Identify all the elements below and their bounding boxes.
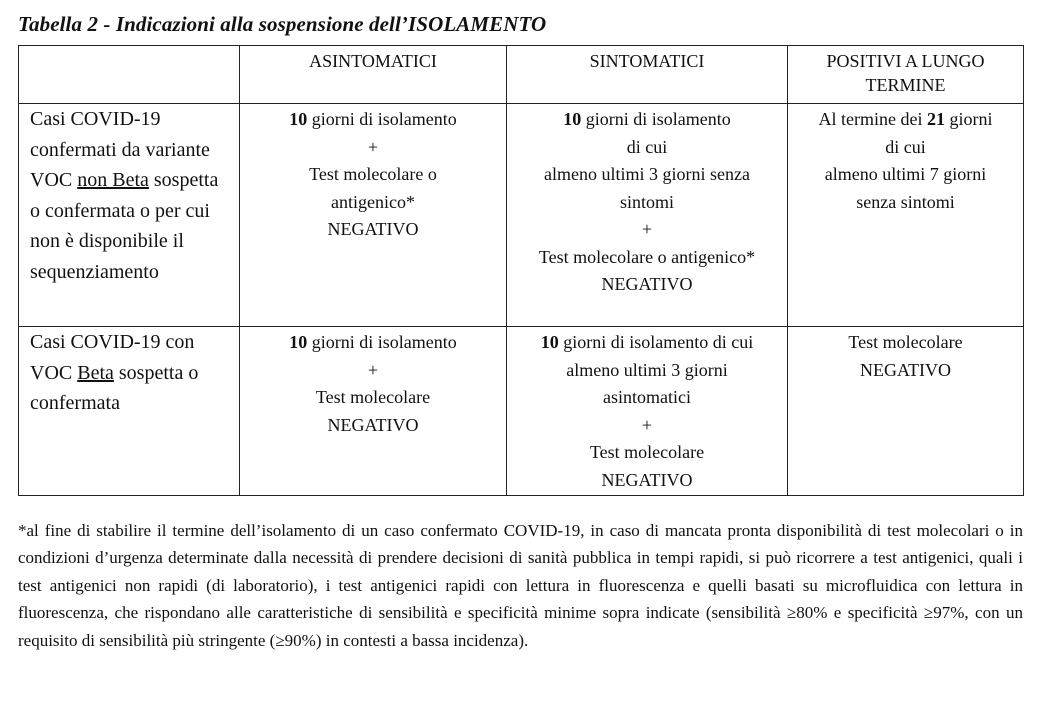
plus-sign: +: [367, 136, 379, 157]
label-text: Casi COVID-19 confermati da variante VOC: [30, 108, 210, 191]
cell-sintomatici: [507, 327, 788, 496]
table-row: [19, 104, 1024, 327]
cell-text: Test molecolare: [315, 387, 431, 407]
header-empty: [19, 46, 240, 104]
cell-asintomatici: [240, 104, 507, 327]
header-positivi-lungo-termine: POSITIVI A LUNGO TERMINE: [788, 46, 1024, 104]
header-asintomatici: ASINTOMATICI: [240, 46, 507, 104]
result-text: NEGATIVO: [327, 219, 419, 239]
cell-line: [507, 106, 787, 134]
table-title: Tabella 2 - Indicazioni alla sospensione dell’ISOLAMENTO: [18, 12, 547, 36]
cell-line: [240, 329, 506, 357]
cell-text: giorni di isolamento: [307, 109, 457, 129]
cell-sintomatici: [507, 104, 788, 327]
days-number: 10: [289, 109, 308, 129]
cell-line: [240, 106, 506, 134]
label-underlined: non Beta: [77, 169, 149, 191]
cell-text: giorni di isolamento di cui almeno ultimi 3 giorni asintomatici: [558, 332, 754, 407]
plus-sign: +: [641, 414, 653, 435]
days-number: 21: [926, 109, 945, 129]
label-underlined: Beta: [77, 361, 114, 384]
isolation-table: [18, 45, 1024, 496]
cell-text: almeno ultimi 7 giorni senza sintomi: [824, 164, 987, 212]
cell-text: di cui: [885, 136, 926, 157]
days-number: 10: [540, 332, 559, 352]
cell-positivi-lungo-termine: [788, 327, 1024, 496]
row-label-beta: [19, 327, 240, 496]
cell-text: di cui: [626, 136, 668, 157]
cell-line: [788, 106, 1023, 134]
result-text: NEGATIVO: [860, 359, 951, 380]
days-number: 10: [563, 109, 582, 129]
result-text: NEGATIVO: [601, 469, 693, 490]
plus-sign: +: [641, 219, 653, 239]
result-text: NEGATIVO: [601, 274, 693, 294]
cell-text: giorni di isolamento: [307, 332, 457, 352]
label-text: Casi COVID-19 con VOC: [30, 331, 195, 384]
label-text: sospetta o confermata: [30, 361, 199, 414]
cell-positivi-lungo-termine: [788, 104, 1024, 327]
cell-text: giorni: [944, 109, 993, 129]
cell-text: Al termine dei: [818, 109, 927, 129]
row-label-non-beta: [19, 104, 240, 327]
table-row: [19, 327, 1024, 496]
days-number: 10: [289, 332, 308, 352]
cell-asintomatici: [240, 327, 507, 496]
result-text: NEGATIVO: [327, 414, 419, 435]
cell-text: giorni di isolamento: [581, 109, 731, 129]
header-row: [19, 46, 1024, 104]
cell-text: Test molecolare: [589, 442, 705, 462]
label-text: sospetta o confermata o per cui non è disponibile il sequenziamento: [30, 169, 219, 283]
cell-text: Test molecolare o antigenico*: [309, 164, 437, 212]
cell-text: Test molecolare: [848, 332, 963, 352]
header-sintomatici: SINTOMATICI: [507, 46, 788, 104]
footnote: *al fine di stabilire il termine dell’isolamento di un caso confermato COVID-19, in caso di mancata pronta disponibilità di test molecolari o in condizioni d’urgenza determinate dalla necessità di prendere decisioni di sanità pubblica in tempi rapidi, si può ricorrere a test antigenici, quali i test antigenici non rapidi (di laboratorio), i test antigenici rapidi con lettura in fluorescenza e quelli basati su microfluidica con lettura in fluorescenza, che rispondano alle caratteristiche di sensibilità e specificità minime sopra indicate (sensibilità ≥80% e specificità ≥97%, con un requisito di sensibilità più stringente (≥90%) in contesti a bassa incidenza).: [18, 521, 1023, 650]
cell-text: almeno ultimi 3 giorni senza sintomi: [544, 164, 750, 212]
cell-line: [507, 329, 787, 412]
cell-text: Test molecolare o antigenico*: [538, 246, 756, 267]
plus-sign: +: [367, 359, 379, 380]
